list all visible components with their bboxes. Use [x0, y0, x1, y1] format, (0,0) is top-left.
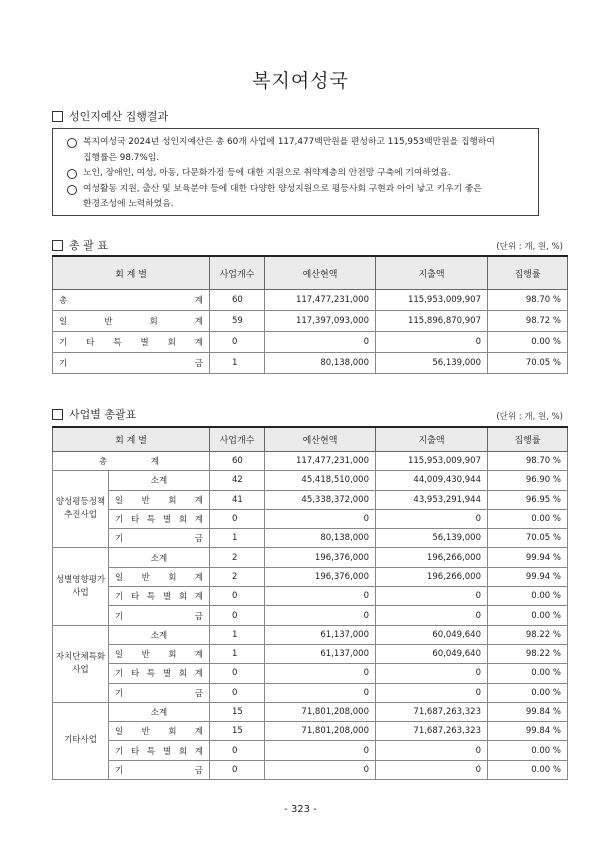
row-label-char: 계 — [194, 669, 203, 680]
spend-cell: 71,687,263,323 — [376, 702, 488, 721]
table-row — [53, 625, 568, 644]
row-label-char: 금 — [194, 765, 203, 776]
group-name-cell — [53, 471, 109, 548]
row-label-cell — [53, 452, 210, 471]
spend-cell: 196,266,000 — [376, 567, 488, 586]
spend-cell: 56,139,000 — [376, 529, 488, 548]
summary-bullet-cont — [67, 197, 528, 213]
row-label-cell — [53, 290, 210, 311]
row-label-cell — [109, 509, 210, 528]
rate-cell: 99.84 % — [488, 722, 568, 741]
section-heading-label: 사업별 총괄표 — [69, 408, 137, 421]
table-row — [53, 332, 568, 353]
row-label-char: 일 — [115, 727, 124, 738]
row-label-cell — [109, 567, 210, 586]
summary-bullet — [67, 182, 528, 198]
table-row — [53, 311, 568, 332]
row-label-char: 기 — [59, 338, 68, 348]
count-cell: 60 — [210, 290, 265, 311]
table-row — [53, 353, 568, 374]
rate-cell: 0.00 % — [488, 664, 568, 683]
row-label-char: 총 — [59, 296, 68, 306]
row-label-char: 반 — [141, 572, 150, 583]
summary-text: 여성활동 지원, 출산 및 보육분야 등에 대한 다양한 양성지원으로 평등사회 구현과 아이 낳고 키우기 좋은 — [83, 183, 482, 194]
row-label-char: 별 — [140, 338, 149, 348]
row-label — [115, 610, 203, 622]
row-label-char: 반 — [141, 495, 150, 506]
summary-text: 복지여성국 2024년 성인지예산은 총 60개 사업에 117,477백만원을 편성하고 115,953백만원을 집행하여 — [83, 137, 495, 147]
rate-cell: 0.00 % — [488, 741, 568, 760]
budget-cell: 0 — [265, 606, 376, 625]
summary-bullet — [67, 166, 528, 182]
row-label-char: 특 — [146, 592, 156, 603]
section-heading-summary — [52, 108, 168, 124]
section-heading-label: 성인지예산 집행결과 — [69, 110, 169, 123]
row-label — [115, 764, 203, 776]
row-label-cell — [109, 548, 210, 567]
square-bullet-icon — [52, 240, 63, 251]
rate-cell: 98.70 % — [488, 452, 568, 471]
budget-cell: 117,397,093,000 — [265, 311, 376, 332]
row-label-char: 총 — [99, 457, 108, 468]
group-name-cell — [53, 548, 109, 625]
summary-text: 환경조성에 노력하였음. — [83, 199, 174, 209]
header-budget: 예산현액 — [265, 427, 376, 452]
row-label — [115, 513, 203, 525]
row-label — [59, 315, 203, 327]
unit-label: (단위 : 개, 원, %) — [496, 412, 563, 422]
group-name: 기타사업 — [64, 735, 97, 746]
summary-text: 집행률은 98.7%임. — [83, 152, 160, 163]
row-label-char: 회 — [167, 338, 176, 348]
header-spend: 지출액 — [376, 256, 488, 290]
spend-cell: 44,009,430,944 — [376, 471, 488, 490]
row-label — [115, 532, 203, 544]
row-label-char: 회 — [178, 746, 188, 757]
spend-cell: 71,687,263,323 — [376, 722, 488, 741]
row-label-cell — [109, 471, 210, 490]
row-label-char: 일 — [59, 317, 68, 327]
row-label-cell — [109, 529, 210, 548]
count-cell: 2 — [210, 567, 265, 586]
summary-text: 노인, 장애인, 여성, 아동, 다문화가정 등에 대한 지원으로 취약계층의 안전망 구축에 기여하였음. — [83, 168, 451, 178]
row-label-char: 일 — [115, 495, 124, 506]
table-row — [53, 722, 568, 741]
header-rate: 집행률 — [488, 256, 568, 290]
row-label — [59, 357, 203, 369]
row-label-char: 기 — [115, 611, 124, 622]
row-label-cell — [109, 587, 210, 606]
count-cell: 0 — [210, 741, 265, 760]
circle-bullet-icon — [67, 138, 77, 148]
rate-cell: 99.94 % — [488, 548, 568, 567]
group-name: 성별영향평가 사업 — [55, 574, 106, 598]
row-label-cell — [109, 664, 210, 683]
row-label-cell — [109, 683, 210, 702]
count-cell: 59 — [210, 311, 265, 332]
table-row-total — [53, 452, 568, 471]
row-label-char: 기 — [115, 515, 124, 526]
budget-cell: 45,418,510,000 — [265, 471, 376, 490]
rate-cell: 70.05 % — [488, 529, 568, 548]
budget-cell: 0 — [265, 332, 376, 353]
budget-cell: 71,801,208,000 — [265, 722, 376, 741]
table-row — [53, 290, 568, 311]
table-row — [53, 529, 568, 548]
row-label-char: 타 — [86, 338, 95, 348]
row-label-char: 회 — [178, 515, 188, 526]
row-label-char: 타 — [130, 746, 140, 757]
row-label — [115, 648, 203, 660]
row-label-char: 타 — [130, 669, 140, 680]
row-label-char: 금 — [194, 534, 203, 545]
unit-label: (단위 : 개, 원, %) — [496, 242, 563, 252]
section-heading-overview — [52, 237, 108, 253]
count-cell: 0 — [210, 606, 265, 625]
count-cell: 2 — [210, 548, 265, 567]
table-row — [53, 548, 568, 567]
count-cell: 0 — [210, 509, 265, 528]
table-row — [53, 702, 568, 721]
row-label-char: 금 — [194, 688, 203, 699]
rate-cell: 0.00 % — [488, 332, 568, 353]
row-label-char: 반 — [141, 650, 150, 661]
square-bullet-icon — [52, 409, 63, 420]
budget-cell: 0 — [265, 664, 376, 683]
rate-cell: 98.72 % — [488, 311, 568, 332]
row-label — [115, 590, 203, 602]
section-heading-by-project — [52, 406, 136, 422]
rate-cell: 0.00 % — [488, 760, 568, 779]
table-row — [53, 471, 568, 490]
count-cell: 42 — [210, 471, 265, 490]
row-label — [115, 725, 203, 737]
header-account: 회 계 별 — [53, 427, 210, 452]
row-label-char: 기 — [115, 534, 124, 545]
row-label-char: 계 — [194, 746, 203, 757]
header-count: 사업개수 — [210, 427, 265, 452]
spend-cell: 196,266,000 — [376, 548, 488, 567]
spend-cell: 0 — [376, 332, 488, 353]
row-label — [115, 687, 203, 699]
row-label — [115, 745, 203, 757]
row-label — [115, 667, 203, 679]
budget-cell: 71,801,208,000 — [265, 702, 376, 721]
budget-cell: 0 — [265, 683, 376, 702]
budget-cell: 0 — [265, 509, 376, 528]
row-label-char: 회 — [168, 727, 177, 738]
row-label-char: 타 — [130, 515, 140, 526]
budget-cell: 196,376,000 — [265, 567, 376, 586]
budget-cell: 61,137,000 — [265, 644, 376, 663]
header-rate: 집행률 — [488, 427, 568, 452]
row-label-char: 회 — [168, 572, 177, 583]
row-label-char: 기 — [115, 669, 124, 680]
row-label: 소계 — [150, 708, 168, 718]
header-spend: 지출액 — [376, 427, 488, 452]
circle-bullet-icon — [67, 169, 77, 179]
row-label-cell — [53, 332, 210, 353]
row-label-char: 별 — [162, 515, 172, 526]
count-cell: 1 — [210, 625, 265, 644]
count-cell: 0 — [210, 760, 265, 779]
row-label — [115, 494, 203, 506]
group-name-cell — [53, 625, 109, 702]
row-label-cell — [109, 606, 210, 625]
row-label: 소계 — [150, 553, 168, 564]
row-label — [59, 294, 203, 306]
row-label-char: 계 — [194, 296, 203, 306]
summary-box — [52, 128, 539, 216]
header-count: 사업개수 — [210, 256, 265, 290]
row-label: 소계 — [150, 476, 168, 487]
row-label-char: 계 — [194, 572, 203, 583]
table-row — [53, 606, 568, 625]
budget-cell: 0 — [265, 741, 376, 760]
rate-cell: 98.22 % — [488, 644, 568, 663]
rate-cell: 70.05 % — [488, 353, 568, 374]
row-label-char: 회 — [178, 592, 188, 603]
count-cell: 1 — [210, 529, 265, 548]
group-name: 자치단체특화 사업 — [55, 651, 106, 675]
row-label-char: 회 — [168, 495, 177, 506]
budget-cell: 61,137,000 — [265, 625, 376, 644]
count-cell: 15 — [210, 702, 265, 721]
row-label-char: 특 — [146, 746, 156, 757]
budget-cell: 117,477,231,000 — [265, 452, 376, 471]
row-label-char: 일 — [115, 650, 124, 661]
row-label-cell — [53, 353, 210, 374]
row-label-char: 기 — [115, 765, 124, 776]
row-label: 소계 — [150, 630, 168, 641]
row-label — [99, 455, 159, 467]
spend-cell: 0 — [376, 741, 488, 760]
table-row — [53, 683, 568, 702]
row-label-char: 별 — [162, 746, 172, 757]
row-label-char: 특 — [113, 338, 122, 348]
row-label — [115, 571, 203, 583]
row-label-cell — [53, 311, 210, 332]
row-label-char: 계 — [194, 317, 203, 327]
row-label-char: 계 — [150, 457, 159, 468]
row-label-char: 일 — [115, 572, 124, 583]
table-header-row — [53, 427, 568, 452]
count-cell: 1 — [210, 353, 265, 374]
rate-cell: 0.00 % — [488, 509, 568, 528]
spend-cell: 115,953,009,907 — [376, 452, 488, 471]
rate-cell: 0.00 % — [488, 683, 568, 702]
section-heading-label: 총 괄 표 — [69, 239, 108, 252]
rate-cell: 96.90 % — [488, 471, 568, 490]
row-label-char: 계 — [194, 338, 203, 348]
spend-cell: 60,049,640 — [376, 625, 488, 644]
row-label-cell — [109, 722, 210, 741]
page-number: - 323 - — [284, 804, 317, 815]
table-row — [53, 741, 568, 760]
table-row — [53, 490, 568, 509]
header-account: 회 계 별 — [53, 256, 210, 290]
header-budget: 예산현액 — [265, 256, 376, 290]
group-name: 양성평등정책 추진사업 — [55, 497, 106, 521]
table-row — [53, 567, 568, 586]
row-label-char: 계 — [194, 727, 203, 738]
count-cell: 0 — [210, 683, 265, 702]
spend-cell: 0 — [376, 664, 488, 683]
rate-cell: 99.84 % — [488, 702, 568, 721]
row-label-char: 계 — [194, 592, 203, 603]
row-label-cell — [109, 644, 210, 663]
summary-bullet-cont — [67, 151, 528, 167]
table-header-row — [53, 256, 568, 290]
spend-cell: 60,049,640 — [376, 644, 488, 663]
circle-bullet-icon — [67, 185, 77, 195]
row-label-char: 회 — [178, 669, 188, 680]
spend-cell: 56,139,000 — [376, 353, 488, 374]
row-label-char: 계 — [194, 495, 203, 506]
project-table — [52, 426, 568, 780]
row-label-char: 회 — [168, 650, 177, 661]
table-row — [53, 644, 568, 663]
budget-cell: 80,138,000 — [265, 353, 376, 374]
table-row — [53, 587, 568, 606]
row-label-char: 회 — [149, 317, 158, 327]
table-row — [53, 664, 568, 683]
spend-cell: 43,953,291,944 — [376, 490, 488, 509]
row-label-char: 금 — [194, 359, 203, 369]
row-label-char: 기 — [59, 359, 68, 369]
budget-cell: 117,477,231,000 — [265, 290, 376, 311]
budget-cell: 0 — [265, 587, 376, 606]
table-row — [53, 509, 568, 528]
row-label-cell — [109, 702, 210, 721]
count-cell: 0 — [210, 332, 265, 353]
spend-cell: 0 — [376, 760, 488, 779]
row-label-cell — [109, 741, 210, 760]
count-cell: 15 — [210, 722, 265, 741]
budget-cell: 0 — [265, 760, 376, 779]
row-label-char: 기 — [115, 746, 124, 757]
count-cell: 0 — [210, 587, 265, 606]
count-cell: 41 — [210, 490, 265, 509]
row-label-char: 금 — [194, 611, 203, 622]
row-label-char: 특 — [146, 515, 156, 526]
spend-cell: 0 — [376, 509, 488, 528]
count-cell: 0 — [210, 664, 265, 683]
rate-cell: 98.70 % — [488, 290, 568, 311]
budget-cell: 80,138,000 — [265, 529, 376, 548]
row-label-cell — [109, 490, 210, 509]
row-label-char: 별 — [162, 669, 172, 680]
row-label-char: 반 — [104, 317, 113, 327]
spend-cell: 0 — [376, 587, 488, 606]
row-label-char: 계 — [194, 650, 203, 661]
spend-cell: 115,896,870,907 — [376, 311, 488, 332]
rate-cell: 96.95 % — [488, 490, 568, 509]
budget-cell: 45,338,372,000 — [265, 490, 376, 509]
square-bullet-icon — [52, 111, 63, 122]
row-label-char: 반 — [141, 727, 150, 738]
row-label-char: 기 — [115, 592, 124, 603]
spend-cell: 0 — [376, 606, 488, 625]
rate-cell: 98.22 % — [488, 625, 568, 644]
row-label-char: 특 — [146, 669, 156, 680]
row-label-char: 타 — [130, 592, 140, 603]
group-name-cell — [53, 702, 109, 779]
count-cell: 60 — [210, 452, 265, 471]
overview-table — [52, 255, 568, 374]
row-label-cell — [109, 625, 210, 644]
row-label-char: 계 — [194, 515, 203, 526]
rate-cell: 0.00 % — [488, 606, 568, 625]
rate-cell: 99.94 % — [488, 567, 568, 586]
count-cell: 1 — [210, 644, 265, 663]
row-label-cell — [109, 760, 210, 779]
row-label-char: 기 — [115, 688, 124, 699]
row-label — [59, 336, 203, 348]
summary-bullet — [67, 135, 528, 151]
row-label-char: 별 — [162, 592, 172, 603]
page-title: 복지여성국 — [252, 70, 349, 92]
spend-cell: 0 — [376, 683, 488, 702]
rate-cell: 0.00 % — [488, 587, 568, 606]
table-row — [53, 760, 568, 779]
spend-cell: 115,953,009,907 — [376, 290, 488, 311]
budget-cell: 196,376,000 — [265, 548, 376, 567]
